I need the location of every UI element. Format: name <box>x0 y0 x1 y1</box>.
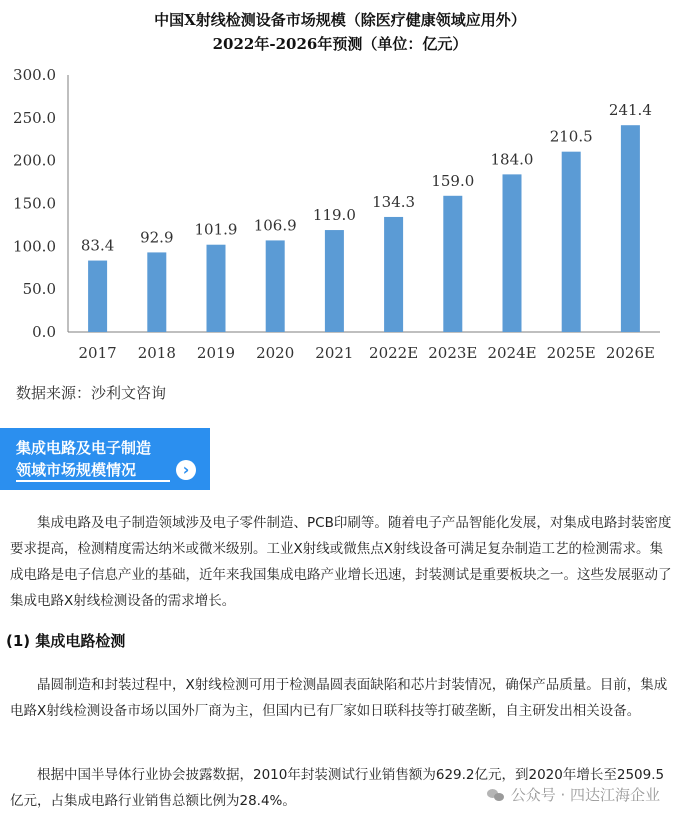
x-tick-label: 2022E <box>369 344 419 362</box>
chart-title-line1: 中国X射线检测设备市场规模（除医疗健康领域应用外） <box>154 11 526 29</box>
paragraph-intro: 集成电路及电子制造领域涉及电子零件制造、PCB印刷等。随着电子产品智能化发展，对集成电路封装密度要求提高，检测精度需达纳米或微米级别。工业X射线或微焦点X射线设备可满足复杂制造工艺的检测需求。集成电路是电子信息产业的基础，近年来我国集成电路产业增长迅速，封装测试是重要板块之一。这些发展驱动了集成电路X射线检测设备的需求增长。 <box>10 515 672 609</box>
bar-2022E <box>384 217 403 332</box>
x-tick-label: 2024E <box>487 344 537 362</box>
bar-chart <box>0 60 680 380</box>
y-tick-label: 100.0 <box>13 237 56 256</box>
data-label-2022E: 134.3 <box>372 192 416 211</box>
x-tick-label: 2026E <box>605 344 655 362</box>
chart-title <box>0 8 680 56</box>
bar-2020 <box>266 240 285 332</box>
data-label-2020: 106.9 <box>253 216 297 235</box>
x-tick-label: 2017 <box>78 344 117 362</box>
x-tick-label: 2021 <box>315 344 354 362</box>
data-label-2023E: 159.0 <box>431 171 475 190</box>
data-label-2017: 83.4 <box>80 236 115 255</box>
wechat-icon <box>487 788 505 802</box>
chart-title-line2: 2022年-2026年预测（单位：亿元） <box>212 35 468 53</box>
x-tick-label: 2020 <box>256 344 295 362</box>
y-tick-label: 50.0 <box>22 280 56 299</box>
watermark <box>487 784 660 805</box>
bar-2017 <box>88 261 107 332</box>
data-label-2024E: 184.0 <box>490 150 534 169</box>
data-label-2019: 101.9 <box>194 220 238 239</box>
section-banner[interactable] <box>0 428 210 490</box>
data-label-2018: 92.9 <box>140 228 174 247</box>
section-heading: (1) 集成电路检测 <box>6 632 126 650</box>
banner-line1: 集成电路及电子制造 <box>16 439 152 457</box>
bar-2018 <box>147 252 166 332</box>
y-tick-label: 300.0 <box>13 66 56 84</box>
data-label-2025E: 210.5 <box>549 127 593 146</box>
x-tick-label: 2018 <box>137 344 176 362</box>
y-tick-label: 150.0 <box>13 194 56 213</box>
chart-container <box>0 0 680 410</box>
x-tick-label: 2025E <box>546 344 596 362</box>
x-tick-label: 2019 <box>196 344 236 362</box>
data-label-2021: 119.0 <box>312 206 356 225</box>
data-label-2026E: 241.4 <box>608 101 652 120</box>
bar-2024E <box>503 174 522 332</box>
watermark-text: 公众号 · 四达江海企业 <box>510 786 660 804</box>
x-tick-label: 2023E <box>428 344 478 362</box>
y-tick-label: 250.0 <box>13 108 56 127</box>
bar-2019 <box>207 245 226 332</box>
bar-2021 <box>325 230 344 332</box>
banner-title <box>16 437 176 481</box>
bar-2025E <box>562 152 581 332</box>
y-tick-label: 200.0 <box>13 151 56 170</box>
bar-2026E <box>621 125 640 332</box>
banner-line2: 领域市场规模情况 <box>16 461 137 479</box>
bar-2023E <box>443 196 462 332</box>
banner-underline <box>16 480 170 482</box>
data-source: 数据来源：沙利文咨询 <box>16 384 167 402</box>
paragraph-wafer: 晶圆制造和封装过程中，X射线检测可用于检测晶圆表面缺陷和芯片封装情况，确保产品质量。目前，集成电路X射线检测设备市场以国外厂商为主，但国内已有厂家如日联科技等打破垄断，自主研发出相关设备。 <box>10 677 668 719</box>
paragraph-stats: 根据中国半导体行业协会披露数据，2010年封装测试行业销售额为629.2亿元，到2020年增长至2509.5亿元，占集成电路行业销售总额比例为28.4%。 <box>10 767 665 809</box>
chevron-right-icon[interactable]: › <box>176 460 196 480</box>
y-tick-label: 0.0 <box>32 323 56 341</box>
